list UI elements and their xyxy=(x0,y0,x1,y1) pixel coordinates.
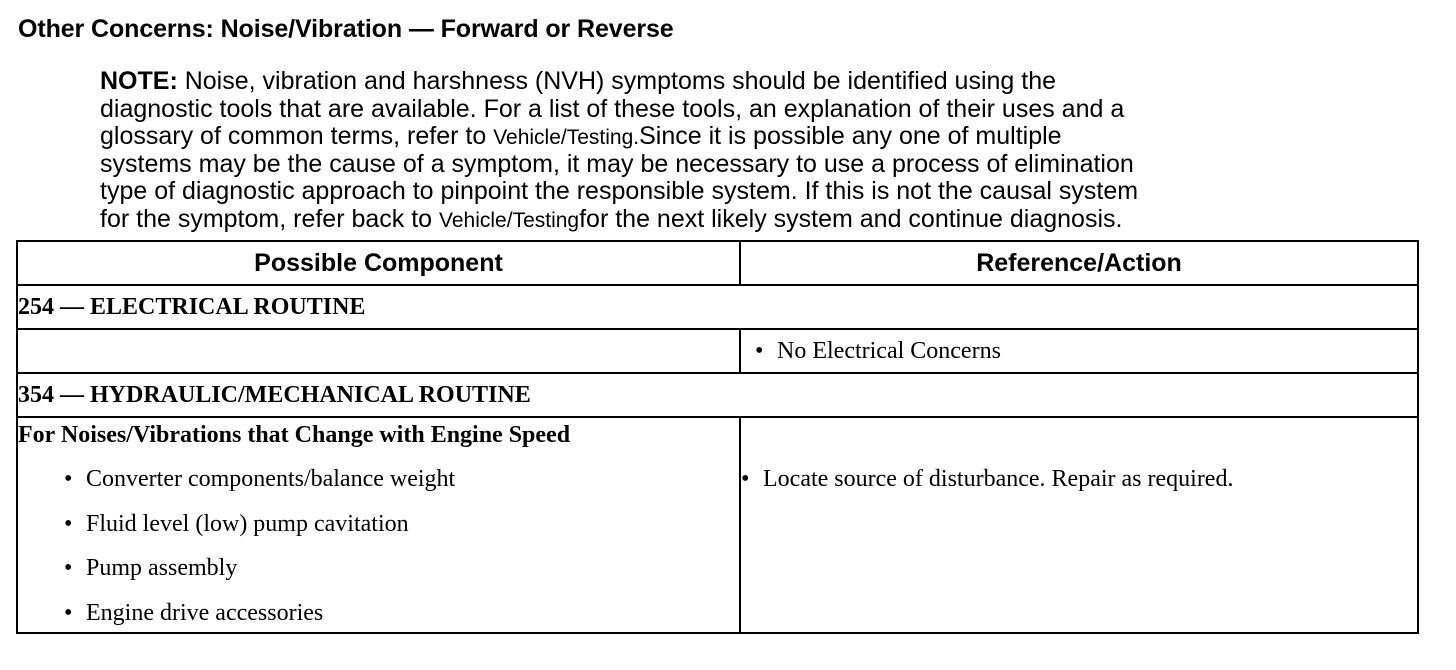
note-line-4: systems may be the cause of a symptom, it may be necessary to use a process of elimination xyxy=(100,149,1134,178)
bullet-icon: • xyxy=(755,337,764,364)
section-title-hydraulic: 354 — HYDRAULIC/MECHANICAL ROUTINE xyxy=(17,373,1418,417)
action-cell-hydraulic xyxy=(740,417,1418,633)
reference-link-vehicle-testing-2[interactable]: Vehicle/Testing xyxy=(439,208,580,232)
note-line-3 xyxy=(100,123,1440,151)
bullet-icon: • xyxy=(64,599,73,626)
header-reference-action: Reference/Action xyxy=(740,241,1418,285)
list-item-text: Engine drive accessories xyxy=(86,599,324,626)
reference-link-vehicle-testing[interactable]: Vehicle/Testing. xyxy=(493,126,640,149)
action-text: Locate source of disturbance. Repair as required. xyxy=(763,466,1234,492)
table-row xyxy=(17,417,1418,633)
note-text-3b: Since it is possible any one of multiple xyxy=(639,122,1062,150)
note-text-6a: for the symptom, refer back to xyxy=(100,204,440,233)
section-row-hydraulic xyxy=(17,373,1418,417)
table-row xyxy=(17,329,1418,373)
list-item xyxy=(18,551,739,596)
group-title: For Noises/Vibrations that Change with Engine Speed xyxy=(18,422,571,448)
bullet-icon: • xyxy=(64,555,73,581)
note-line-5: type of diagnostic approach to pinpoint the responsible system. If this is not the causal system xyxy=(100,177,1139,205)
section-title-electrical: 254 — ELECTRICAL ROUTINE xyxy=(17,285,1418,329)
action-cell-electrical xyxy=(740,329,1418,373)
list-item xyxy=(18,596,739,632)
list-item-text: Pump assembly xyxy=(86,555,238,581)
diagnosis-table xyxy=(16,240,1419,634)
note-line-2: diagnostic tools that are available. For a list of these tools, an explanation of their uses and a xyxy=(100,94,1125,123)
note-text-6b: for the next likely system and continue diagnosis. xyxy=(579,204,1123,233)
action-item xyxy=(741,462,1417,506)
list-item-text: Converter components/balance weight xyxy=(86,466,456,492)
action-text: No Electrical Concerns xyxy=(777,337,1001,364)
list-item xyxy=(18,462,739,507)
note-label: NOTE: xyxy=(100,67,178,95)
note-block xyxy=(100,68,1440,233)
bullet-icon: • xyxy=(64,510,73,537)
bullet-icon: • xyxy=(64,466,73,492)
note-line-1 xyxy=(100,68,1440,96)
note-text-3a: glossary of common terms, refer to xyxy=(100,122,494,150)
list-item-text: Fluid level (low) pump cavitation xyxy=(86,510,409,537)
page-title: Other Concerns: Noise/Vibration — Forward or Reverse xyxy=(18,15,674,43)
list-item xyxy=(18,507,739,552)
table-header-row xyxy=(17,241,1418,285)
header-possible-component: Possible Component xyxy=(17,241,740,285)
section-row-electrical xyxy=(17,285,1418,329)
bullet-icon: • xyxy=(741,466,750,492)
component-cell-empty xyxy=(17,329,740,373)
note-line-6 xyxy=(100,206,1440,234)
component-cell-engine-speed xyxy=(17,417,740,633)
note-text-1: Noise, vibration and harshness (NVH) symptoms should be identified using the xyxy=(177,67,1057,95)
